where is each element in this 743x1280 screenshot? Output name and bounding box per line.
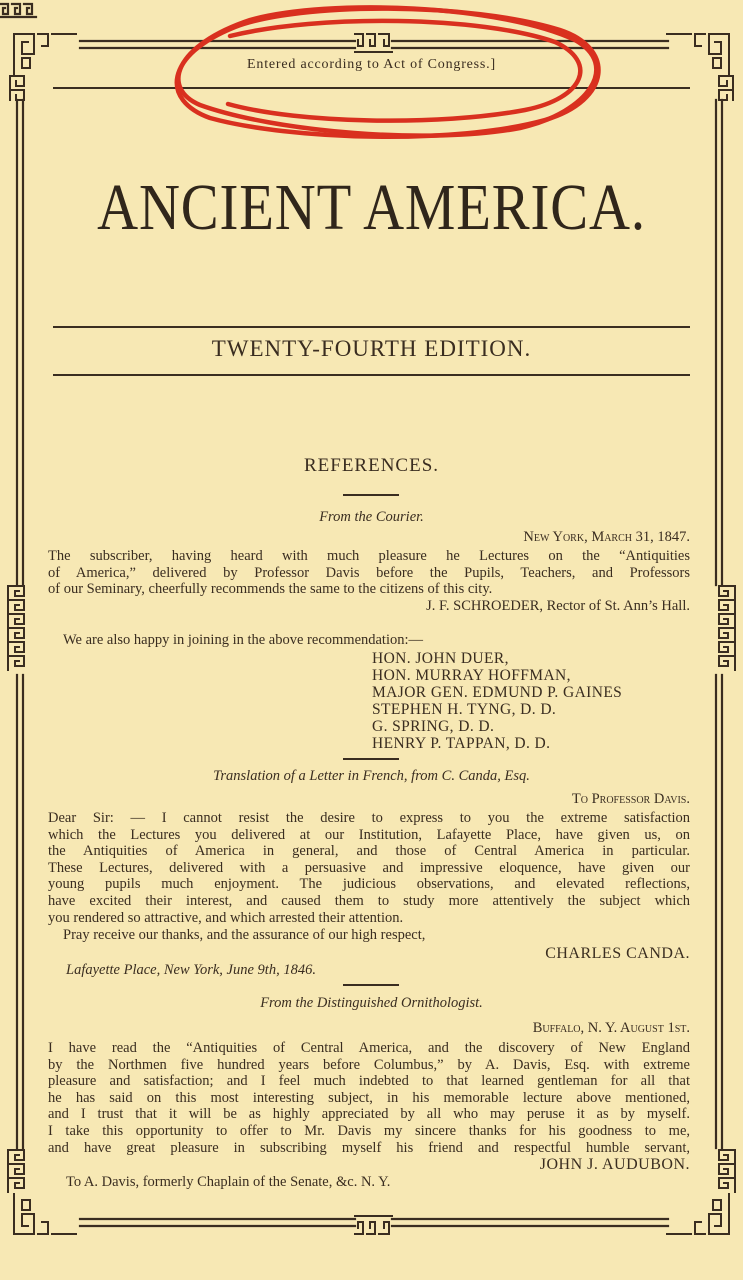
audubon-signature: JOHN J. AUDUBON. xyxy=(539,1156,690,1173)
canda-body xyxy=(48,810,690,926)
endorser-name: HENRY P. TAPPAN, D. D. xyxy=(372,735,551,752)
canda-line: These Lectures, delivered with a persuasive and impressive eloquence, have given our xyxy=(48,859,690,876)
canda-closing: Pray receive our thanks, and the assurance of our high respect, xyxy=(63,927,426,943)
courier-body xyxy=(48,548,690,598)
audubon-source: From the Distinguished Ornithologist. xyxy=(260,995,483,1011)
page-title: ANCIENT AMERICA. xyxy=(97,171,646,244)
rule-below-edition xyxy=(53,374,690,376)
endorser-name: HON. JOHN DUER, xyxy=(372,650,509,667)
canda-line: have excited their interest, and caused them to study more attentively the subject which xyxy=(48,892,690,909)
courier-signature: J. F. SCHROEDER, Rector of St. Ann’s Hall. xyxy=(426,598,690,614)
canda-place-date: Lafayette Place, New York, June 9th, 1846. xyxy=(66,962,316,978)
canda-signature: CHARLES CANDA. xyxy=(545,945,690,962)
rule-top xyxy=(53,87,690,89)
canda-line: you rendered so attractive, and which arrested their attention. xyxy=(48,909,404,926)
courier-line: The subscriber, having heard with much pleasure he Lectures on the “Antiquities xyxy=(48,548,690,564)
canda-line: the Antiquities of America in general, and those of Central America in particular. xyxy=(48,843,690,860)
rule-short-3 xyxy=(343,984,399,986)
audubon-line: by the Northmen five hundred years before Columbus,” by A. Davis, Esq. with extreme xyxy=(48,1056,690,1073)
audubon-line: pleasure and satisfaction; and I feel much indebted to that learned gentleman for all that xyxy=(48,1073,690,1090)
canda-source: Translation of a Letter in French, from C. Canda, Esq. xyxy=(213,768,530,784)
courier-source: From the Courier. xyxy=(319,509,424,525)
endorsement-names xyxy=(372,650,622,752)
rule-above-edition xyxy=(53,326,690,328)
audubon-line: I take this opportunity to offer to Mr. Davis my sincere thanks for his goodness to me, xyxy=(48,1122,690,1139)
courier-dateline: New York, March 31, 1847. xyxy=(523,529,690,545)
endorser-name: G. SPRING, D. D. xyxy=(372,718,495,735)
courier-line: of America,” delivered by Professor Davis before the Pupils, Teachers, and Professors xyxy=(48,564,690,581)
endorser-name: HON. MURRAY HOFFMAN, xyxy=(372,667,571,684)
canda-line: young pupils much enjoyment. The judicious observations, and elevated reflections, xyxy=(48,876,690,893)
audubon-line: I have read the “Antiquities of Central America, and the discovery of New England xyxy=(48,1040,690,1056)
audubon-line: and have great pleasure in subscribing myself his friend and respectful humble servant, xyxy=(48,1139,690,1156)
audubon-line: and I trust that it will be as highly appreciated by all who may peruse it as by myself. xyxy=(48,1106,690,1123)
references-heading: REFERENCES. xyxy=(303,455,440,476)
rule-short-2 xyxy=(343,758,399,760)
edition-label: TWENTY-FOURTH EDITION. xyxy=(211,336,532,361)
audubon-line: he has said on this most interesting subject, in his memorable lecture above mentioned, xyxy=(48,1089,690,1106)
canda-line: Dear Sir: — I cannot resist the desire to express to you the extreme satisfaction xyxy=(48,810,690,826)
copyright-notice: Entered according to Act of Congress.] xyxy=(247,57,496,72)
audubon-dateline: Buffalo, N. Y. August 1st. xyxy=(532,1020,690,1036)
endorser-name: MAJOR GEN. EDMUND P. GAINES xyxy=(372,684,623,701)
endorsement-intro: We are also happy in joining in the above recommendation:— xyxy=(63,632,424,648)
courier-line: of our Seminary, cheerfully recommends the same to the citizens of this city. xyxy=(48,581,493,598)
audubon-body xyxy=(48,1040,690,1156)
rule-short-1 xyxy=(343,494,399,496)
endorser-name: STEPHEN H. TYNG, D. D. xyxy=(372,701,557,718)
audubon-addressee: To A. Davis, formerly Chaplain of the Senate, &c. N. Y. xyxy=(66,1174,391,1190)
canda-line: which the Lectures you delivered at our Institution, Lafayette Place, have given us, on xyxy=(48,826,690,843)
canda-addressee: To Professor Davis. xyxy=(571,791,690,807)
